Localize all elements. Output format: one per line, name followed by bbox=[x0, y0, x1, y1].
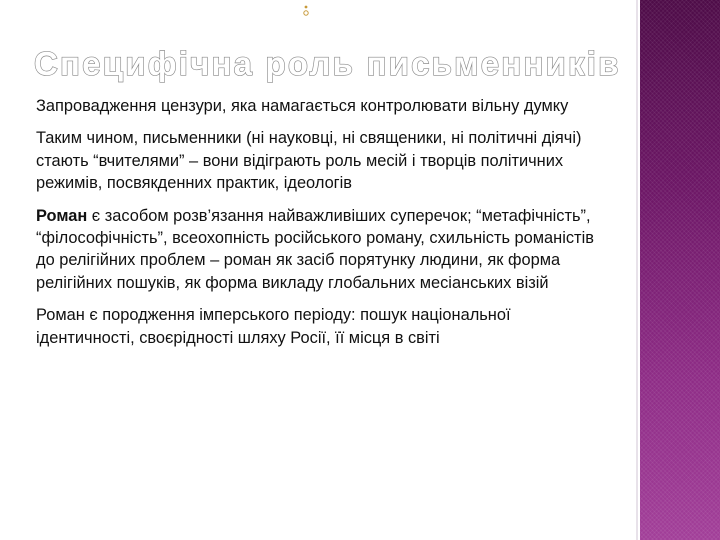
paragraph-novel-means bbox=[36, 205, 596, 295]
slide-title: Специфічна роль письменників bbox=[34, 45, 621, 82]
paragraph-censorship bbox=[36, 95, 596, 117]
paragraph-writers-role bbox=[36, 127, 596, 194]
paragraph-text: Таким чином, письменники (ні науковці, ні священики, ні політичні діячі) стають “вчителями” – вони відіграють роль месій і творців політичних режимів, посвякденних практик, ідеологів bbox=[36, 129, 582, 193]
content-body bbox=[36, 95, 596, 349]
slide-title-svg bbox=[34, 38, 634, 86]
paragraph-text: Роман є породження імперського періоду: пошук національної ідентичності, своєрідності шляху Росії, її місця в світі bbox=[36, 306, 511, 347]
paragraph-text: є засобом розв’язання найважливіших суперечок; “метафічність”, “філософічність”, всеохопність російського роману, схильність романістів до релігійних проблем – роман як засіб порятунку людини, як форма релігійних пошуків, як форма викладу глобальних месіанських візій bbox=[36, 206, 594, 292]
ornament-icon bbox=[300, 4, 312, 18]
paragraph-imperial-period bbox=[36, 304, 596, 349]
paragraph-text: Запровадження цензури, яка намагається контролювати вільну думку bbox=[36, 97, 569, 115]
slide-title-box bbox=[34, 38, 634, 86]
side-divider bbox=[636, 0, 638, 540]
decorative-side-panel bbox=[640, 0, 720, 540]
paragraph-bold-lead: Роман bbox=[36, 206, 88, 225]
